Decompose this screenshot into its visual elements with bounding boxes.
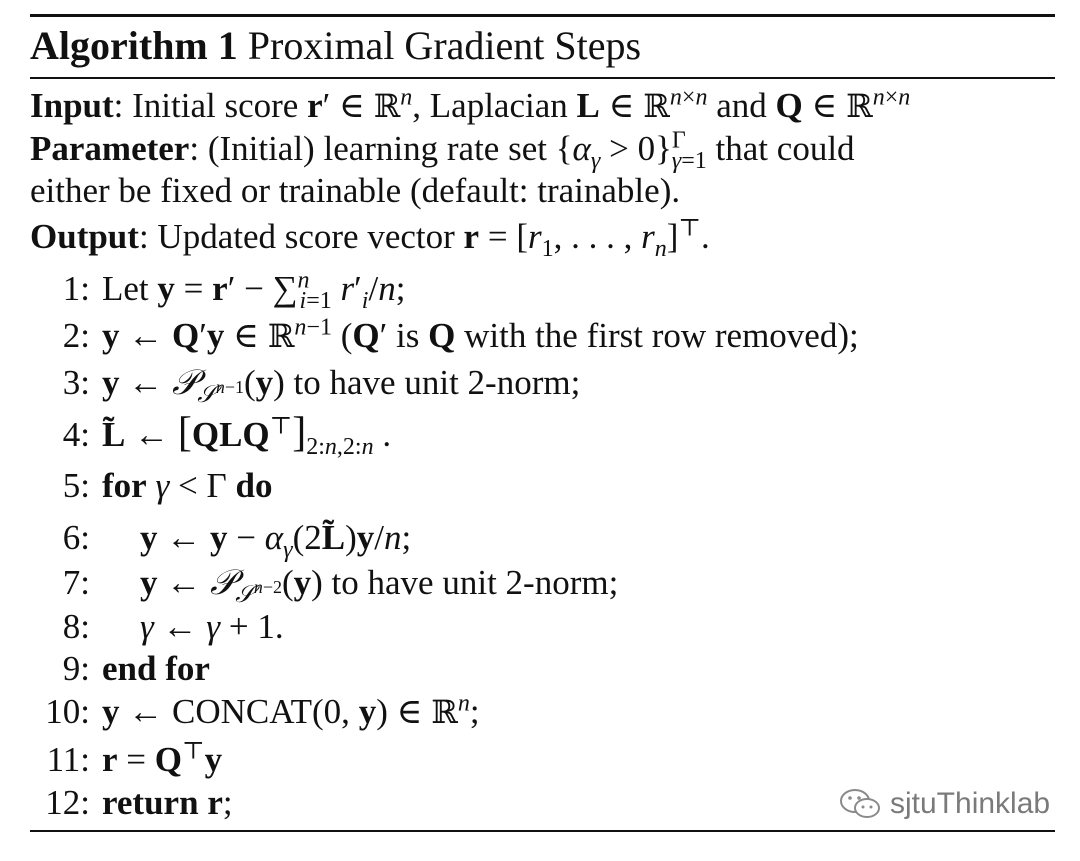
step-number: 9: [62,649,90,688]
top-rule [30,14,1055,17]
input-line: Input: Initial score r′ ∈ ℝ$^n$, Laplacian L ∈ ℝ$^{n\times n}$ and Q ∈ ℝ$^{n\times n}$ [30,84,911,125]
algorithm-name: Proximal Gradient Steps [247,23,642,68]
step-9: 9: end for [30,646,210,692]
watermark [838,786,1050,822]
step-12: 12: return r; [30,780,233,826]
step-number: 5: [62,466,90,505]
step-2: 2: y ← Q′y ∈ ℝ$^{n-1}$ (Q′ is Q with the first row removed); [30,313,859,359]
step-8: 8: γ ← γ + 1. [30,604,284,650]
step-number: 6: [62,518,90,557]
parameter-line-2: either be fixed or trainable (default: trainable). [30,171,681,210]
step-11: 11: r = Q⊤y [30,737,222,783]
step-number: 3: [62,363,90,402]
bottom-rule [30,830,1055,832]
step-1: 1: Let y = r′ − ∑$^n_{i=1}$ $r'_i/n$; [30,266,405,312]
step-number: 12: [45,783,90,822]
watermark-text: sjtuThinklab [890,787,1051,820]
step-3: 3: y ← 𝒫$_{𝒮^{n-1}}$(y) to have unit 2-norm; [30,360,580,406]
output-label: Output [30,217,139,256]
step-number: 2: [62,316,90,355]
parameter-label: Parameter [30,129,190,168]
algorithm-label: Algorithm 1 [30,23,238,68]
step-10: 10: y ← CONCAT(0, y) ∈ ℝ$^n$; [30,689,480,735]
output-line: Output: Updated score vector $r = [r_1$, . . . , $r_n]^⊤$. [30,215,710,262]
step-number: 7: [62,563,90,602]
wechat-icon [838,786,882,822]
step-number: 8: [62,607,90,646]
step-5: 5: for γ < Γ do [30,463,272,509]
step-4: 4: L̃ ← $[QLQ^⊤]_{2:n,2:n}$ . [30,410,391,456]
step-number: 11: [46,740,90,779]
title-rule [30,77,1055,79]
parameter-line-1: Parameter: (Initial) learning rate set $\{\alpha_\gamma > 0\}^\Gamma_{\gamma=1}$ that could [30,127,855,174]
input-label: Input [30,86,114,125]
algorithm-title [30,18,641,74]
step-7: 7: y ← 𝒫$_{𝒮^{n-2}}$(y) to have unit 2-norm; [30,560,618,606]
step-6: 6: y ← $y - \alpha_\gamma(2L̃)y/n$; [30,515,411,561]
step-number: 10: [45,692,90,731]
step-number: 1: [62,269,90,308]
step-number: 4: [62,415,90,454]
